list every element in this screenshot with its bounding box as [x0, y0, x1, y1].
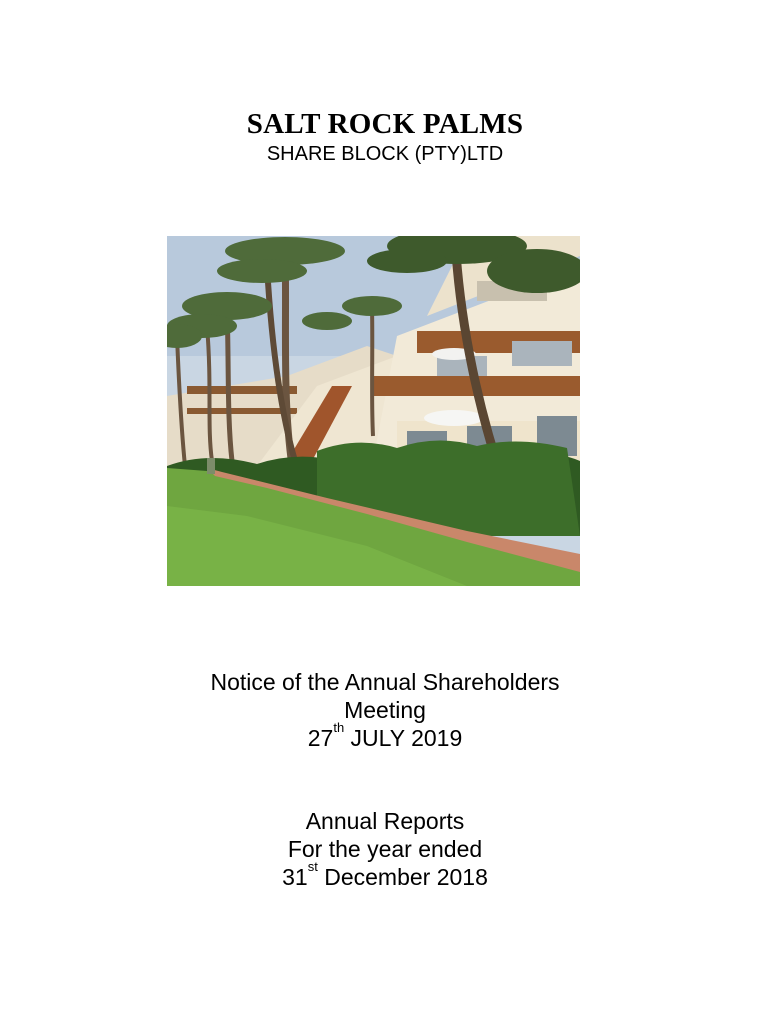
year-end-date-day: 31 — [282, 864, 308, 890]
document-title: SALT ROCK PALMS — [246, 108, 524, 140]
notice-section — [0, 668, 770, 752]
meeting-date — [0, 720, 770, 752]
reports-line-1: Annual Reports — [305, 808, 465, 834]
reports-line-2: For the year ended — [287, 836, 483, 862]
year-end-date — [0, 859, 770, 891]
meeting-date-day: 27 — [307, 725, 334, 751]
year-end-date-rest: December 2018 — [317, 864, 488, 890]
reports-section — [0, 807, 770, 891]
year-end-date-suffix: st — [307, 859, 318, 874]
meeting-date-rest: JULY 2019 — [344, 725, 463, 751]
notice-line-2: Meeting — [344, 697, 426, 723]
meeting-date-suffix: th — [333, 720, 345, 735]
resort-photo — [167, 236, 580, 586]
notice-line-1: Notice of the Annual Shareholders — [210, 669, 560, 695]
document-subtitle: SHARE BLOCK (PTY)LTD — [266, 143, 504, 165]
